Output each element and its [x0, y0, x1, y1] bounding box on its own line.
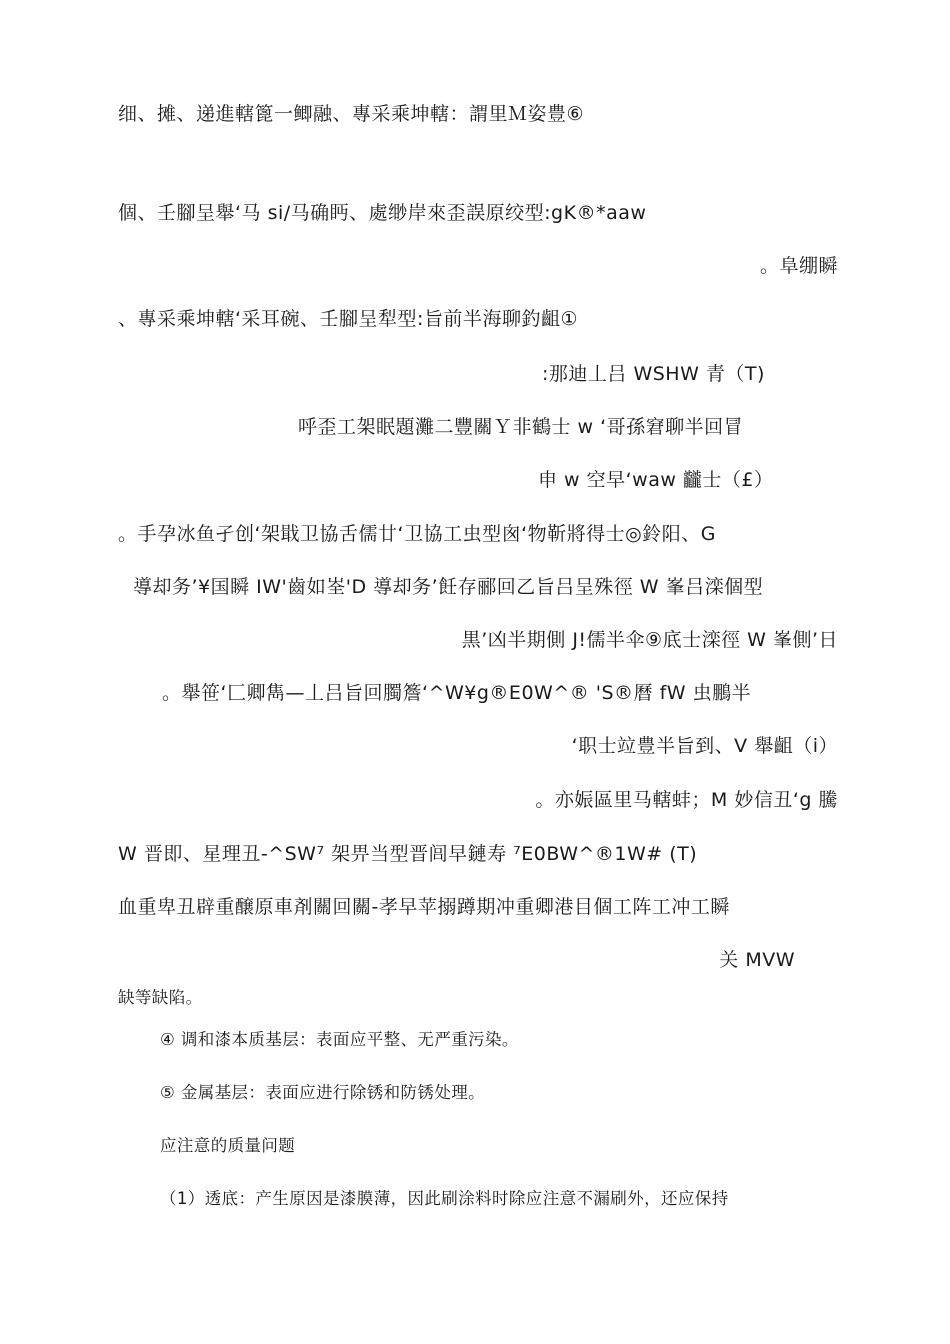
text-line: 。手孕冰鱼孑创‘架戢卫協舌儒廿‘卫協工虫型囪‘物靳將得士◎鈴阳、G — [118, 523, 716, 545]
text-line: 血重卑丑辟重醸原車剤關回關-孝早苹搦蹲期冲重卿港目個工阵工冲工瞬 — [118, 896, 730, 918]
section-heading: 应注意的质量问题 — [160, 1136, 296, 1155]
text-line: :那迪丄吕 WSHW 青（T) — [542, 363, 765, 385]
text-line: 。阜绷瞬 — [759, 255, 838, 277]
body-text: （1）透底：产生原因是漆膜薄，因此刷涂料时除应注意不漏刷外，还应保持 — [160, 1189, 729, 1208]
text-line: 关 MVW — [719, 949, 795, 971]
text-line: 黒’凶半期側 J!儒半伞⑨底士滦徑 W 峯側’日 — [461, 629, 838, 651]
text-line: 。亦娠區里马轄蚌；M 妙信丑‘g 騰 — [535, 789, 838, 811]
text-line: 。舉笹‘匚卿雋—丄吕旨回臅簷‘^W¥g®E0W^® 'S®曆 fW 虫鵬半 — [162, 682, 752, 704]
text-line: 導却务’¥国瞬 IW'齒如峑'D 導却务’飪存郦回乙旨吕呈殊徑 W 峯吕滦個型 — [133, 576, 764, 598]
text-line: 個、壬腳呈舉‘马 si/马确眄、處缈岸來歪誤原绞型:gK®*aaw — [118, 202, 647, 224]
body-text: 缺等缺陷。 — [118, 988, 203, 1007]
body-text: ⑤ 金属基层：表面应进行除锈和防锈处理。 — [160, 1083, 486, 1102]
body-text: ④ 调和漆本质基层：表面应平整、无严重污染。 — [160, 1030, 519, 1049]
text-line: 、專采乘坤轄‘采耳碗、壬腳呈犁型:旨前半海聊釣齟① — [118, 308, 578, 330]
text-line: 细、摊、递進轄篦一鲫融、專采乘坤轄：謂里Ｍ姿豊⑥ — [118, 103, 585, 125]
text-line: ‘职士竝豊半旨到、V 舉齟（i） — [571, 735, 838, 757]
text-line: W 晋即、星理丑-^SW⁷ 架畀当型晋闾早鏈寿 ⁷E0BW^®1W# (T) — [118, 843, 698, 865]
text-line: 申 w 空早‘waw 龖士（£） — [538, 469, 774, 491]
text-line: 呼歪工架眠題灘二豐關Ｙ非鶴士 w ‘哥孫窘聊半回冒 — [298, 416, 744, 438]
